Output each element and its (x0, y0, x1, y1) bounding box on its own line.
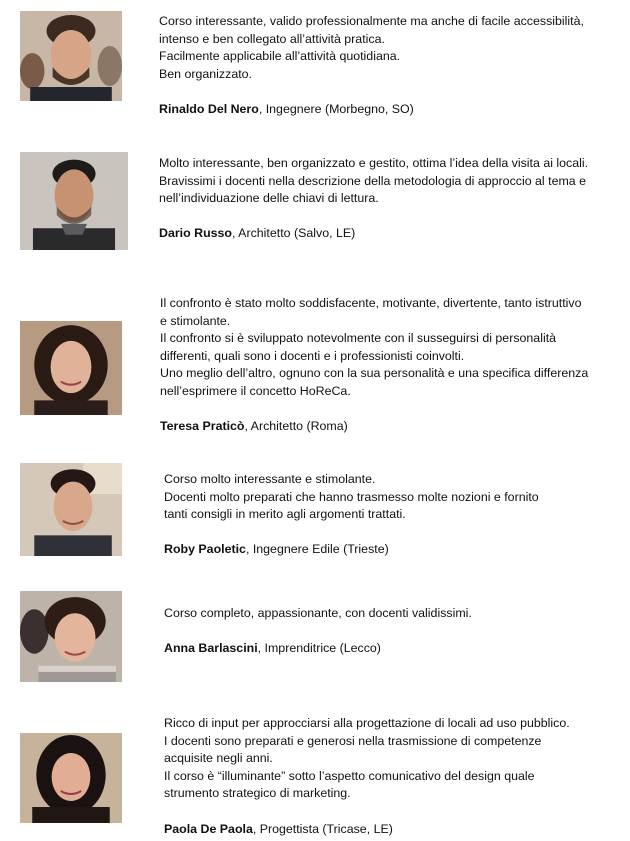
author-name: Teresa Praticò (160, 419, 245, 434)
portrait-man-short-hair (20, 152, 128, 250)
portrait-photo (20, 321, 122, 415)
comment-line: Bravissimi i docenti nella descrizione della metodologia di approccio al tema e (159, 173, 587, 188)
comment-line: differenti, quali sono i docenti e i professionisti coinvolti. (160, 348, 465, 363)
portrait-photo (20, 463, 122, 556)
author-name: Dario Russo (159, 226, 232, 241)
author-name: Rinaldo Del Nero (159, 101, 259, 116)
author-name: Roby Paoletic (164, 542, 246, 557)
comment-line: Ben organizzato. (159, 66, 252, 81)
author-signature (164, 821, 570, 839)
comment-line: Docenti molto preparati che hanno trasmesso molte nozioni e fornito (164, 489, 539, 504)
testimonial-text (164, 471, 539, 559)
comment-line: Molto interessante, ben organizzato e gestito, ottima l’idea della visita ai locali. (159, 156, 589, 170)
comment-line: nell’individuazione delle chiavi di lettura. (159, 191, 379, 206)
spacer (164, 623, 472, 641)
author-name: Paola De Paola (164, 821, 253, 836)
testimonial-text (164, 605, 472, 658)
comment-line: Il confronto è stato molto soddisfacente, motivante, divertente, tanto istruttivo (160, 296, 582, 310)
portrait-photo (20, 591, 122, 682)
comment-line: Corso molto interessante e stimolante. (164, 472, 376, 486)
testimonial-text (164, 715, 570, 838)
portrait-young-man (20, 463, 122, 556)
comment-line: e stimolante. (160, 313, 231, 328)
comment-line: acquisite negli anni. (164, 751, 273, 766)
author-role: , Ingegnere (Morbegno, SO) (258, 101, 414, 116)
author-name: Anna Barlascini (164, 641, 258, 656)
comment-line: nell’esprimere il concetto HoReCa. (160, 383, 351, 398)
portrait-woman-dark-hair (20, 321, 122, 415)
author-signature (159, 225, 588, 243)
portrait-man-curly-hair (20, 11, 122, 101)
spacer (160, 401, 588, 419)
author-role: , Ingegnere Edile (Trieste) (245, 542, 389, 557)
portrait-photo (20, 152, 128, 250)
comment-line: Facilmente applicabile all’attività quotidiana. (159, 49, 401, 64)
spacer (159, 208, 588, 226)
spacer (164, 803, 570, 821)
comment-line: Corso completo, appassionante, con docenti validissimi. (164, 606, 472, 620)
comment-line: strumento strategico di marketing. (164, 786, 351, 801)
portrait-woman-smiling (20, 591, 122, 682)
comment-line: I docenti sono preparati e generosi nella trasmissione di competenze (164, 733, 542, 748)
comment-line: intenso e ben collegato all’attività pratica. (159, 31, 385, 46)
author-role: , Progettista (Tricase, LE) (252, 821, 393, 836)
portrait-photo (20, 733, 122, 823)
author-role: , Architetto (Salvo, LE) (231, 226, 356, 241)
author-signature (159, 101, 584, 119)
comment-line: Uno meglio dell’altro, ognuno con la sua personalità e una specifica differenza (160, 366, 589, 381)
spacer (159, 83, 584, 101)
testimonial-text (159, 155, 588, 243)
author-signature (164, 640, 472, 658)
comment-line: Corso interessante, valido professionalmente ma anche di facile accessibilità, (159, 14, 584, 28)
portrait-photo (20, 11, 122, 101)
comment-line: Il corso è “illuminante” sotto l’aspetto comunicativo del design quale (164, 768, 535, 783)
portrait-woman-black-hair (20, 733, 122, 823)
comment-line: Il confronto si è sviluppato notevolmente con il susseguirsi di personalità (160, 331, 557, 346)
author-signature (160, 418, 588, 436)
spacer (164, 524, 539, 542)
author-role: , Imprenditrice (Lecco) (257, 641, 381, 656)
comment-line: tanti consigli in merito agli argomenti trattati. (164, 507, 406, 522)
testimonial-text (159, 13, 584, 119)
author-signature (164, 541, 539, 559)
comment-line: Ricco di input per approcciarsi alla progettazione di locali ad uso pubblico. (164, 716, 570, 730)
testimonial-text (160, 295, 588, 436)
author-role: , Architetto (Roma) (244, 419, 348, 434)
